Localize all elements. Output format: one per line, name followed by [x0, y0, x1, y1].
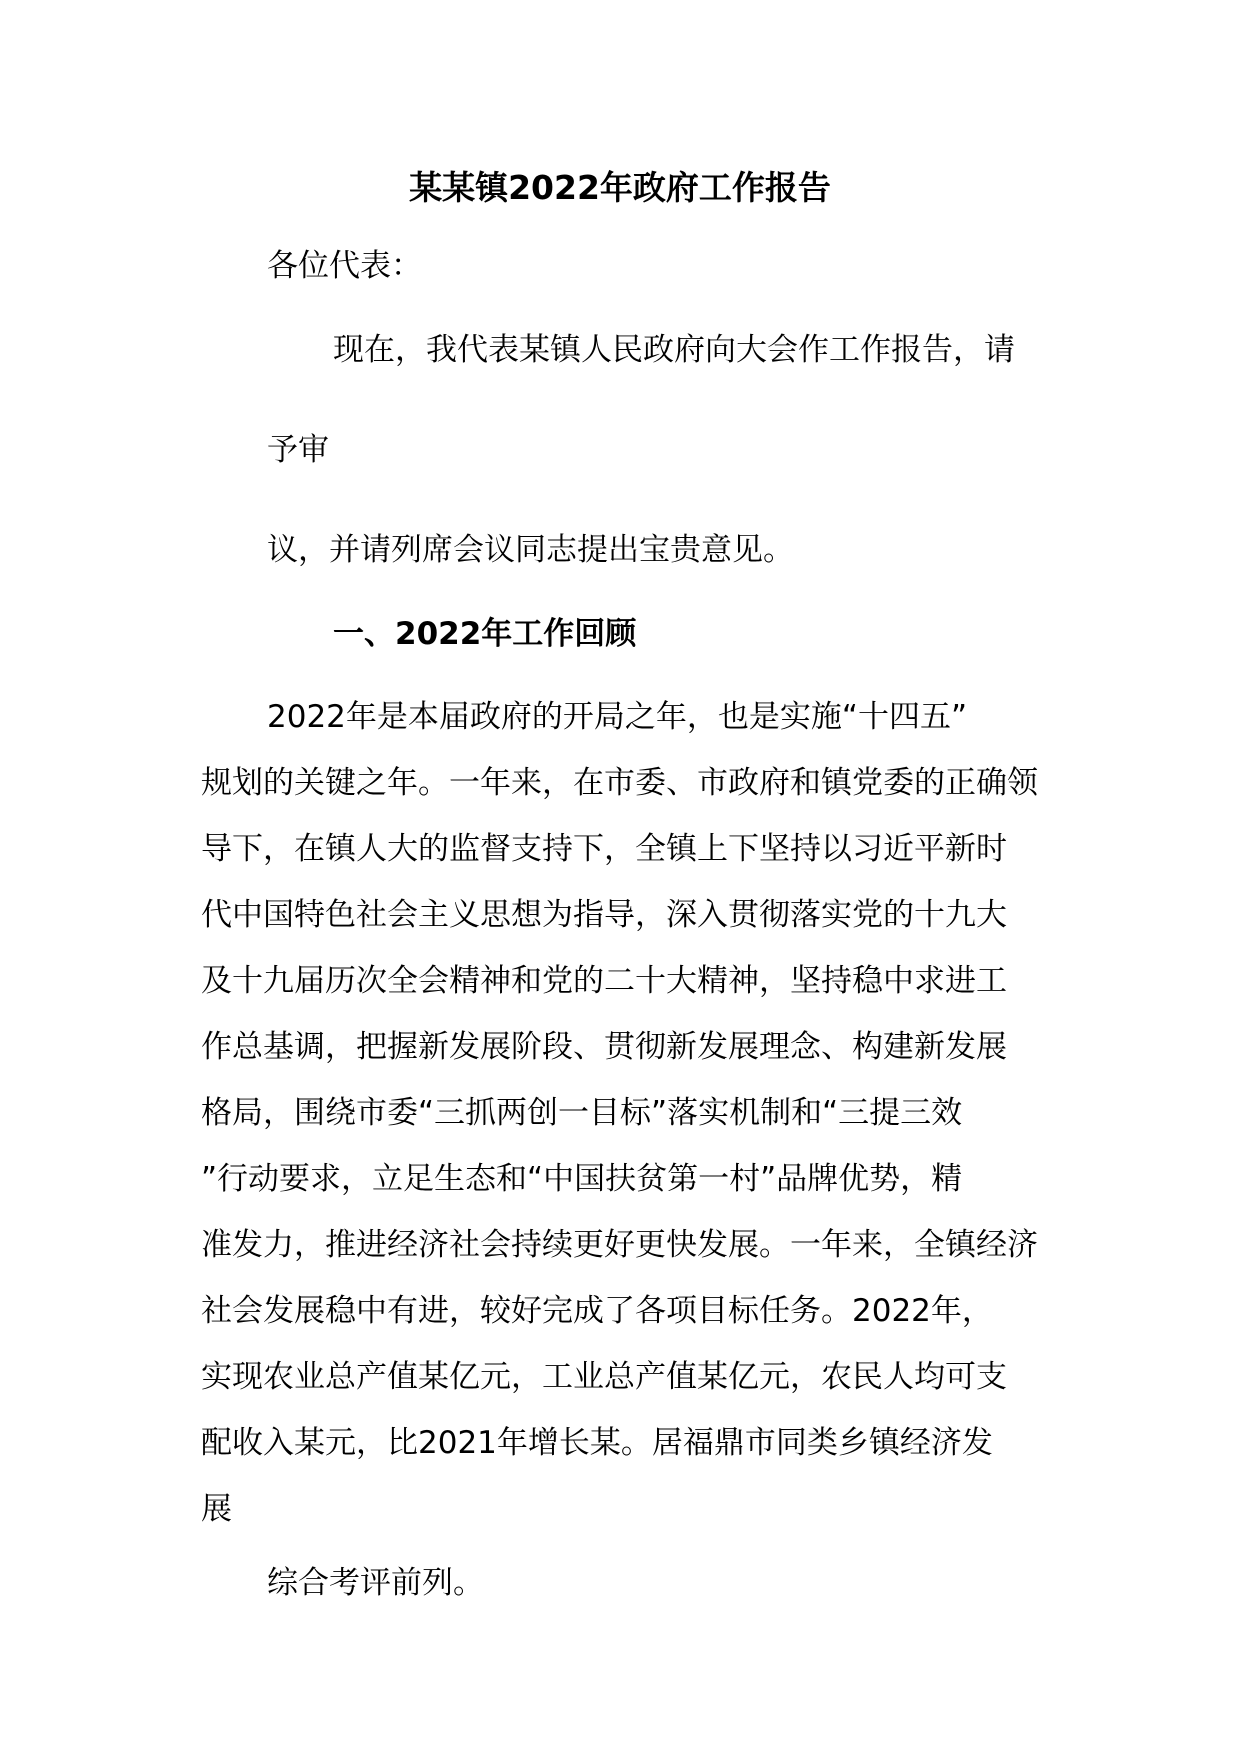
body-line: 代中国特色社会主义思想为指导，深入贯彻落实党的十九大 [201, 897, 1007, 933]
body-line: 导下，在镇人大的监督支持下，全镇上下坚持以习近平新时 [201, 831, 1007, 867]
body-line: 准发力，推进经济社会持续更好更快发展。一年来，全镇经济 [201, 1227, 1038, 1263]
intro-line: 予审 [267, 432, 329, 468]
body-line: 实现农业总产值某亿元，工业总产值某亿元，农民人均可支 [201, 1359, 1007, 1395]
body-line: 作总基调，把握新发展阶段、贯彻新发展理念、构建新发展 [201, 1029, 1007, 1065]
body-line: 配收入某元，比2021年增长某。居福鼎市同类乡镇经济发 [201, 1425, 993, 1461]
body-line: 2022年是本届政府的开局之年，也是实施“十四五” [267, 699, 968, 735]
intro-line: 议，并请列席会议同志提出宝贵意见。 [267, 532, 794, 568]
body-line: 社会发展稳中有进，较好完成了各项目标任务。2022年， [201, 1293, 993, 1329]
closing-line: 综合考评前列。 [267, 1565, 484, 1601]
intro-line: 现在，我代表某镇人民政府向大会作工作报告，请 [333, 332, 1015, 368]
body-line: 格局，围绕市委“三抓两创一目标”落实机制和“三提三效 [201, 1095, 963, 1131]
salutation: 各位代表： [267, 248, 422, 284]
body-line: 展 [201, 1491, 232, 1527]
body-line: ”行动要求，立足生态和“中国扶贫第一村”品牌优势，精 [201, 1161, 963, 1197]
section-heading: 一、2022年工作回顾 [333, 616, 637, 652]
body-line: 规划的关键之年。一年来，在市委、市政府和镇党委的正确领 [201, 765, 1038, 801]
body-line: 及十九届历次全会精神和党的二十大精神，坚持稳中求进工 [201, 963, 1007, 999]
document-title: 某某镇2022年政府工作报告 [409, 168, 831, 207]
